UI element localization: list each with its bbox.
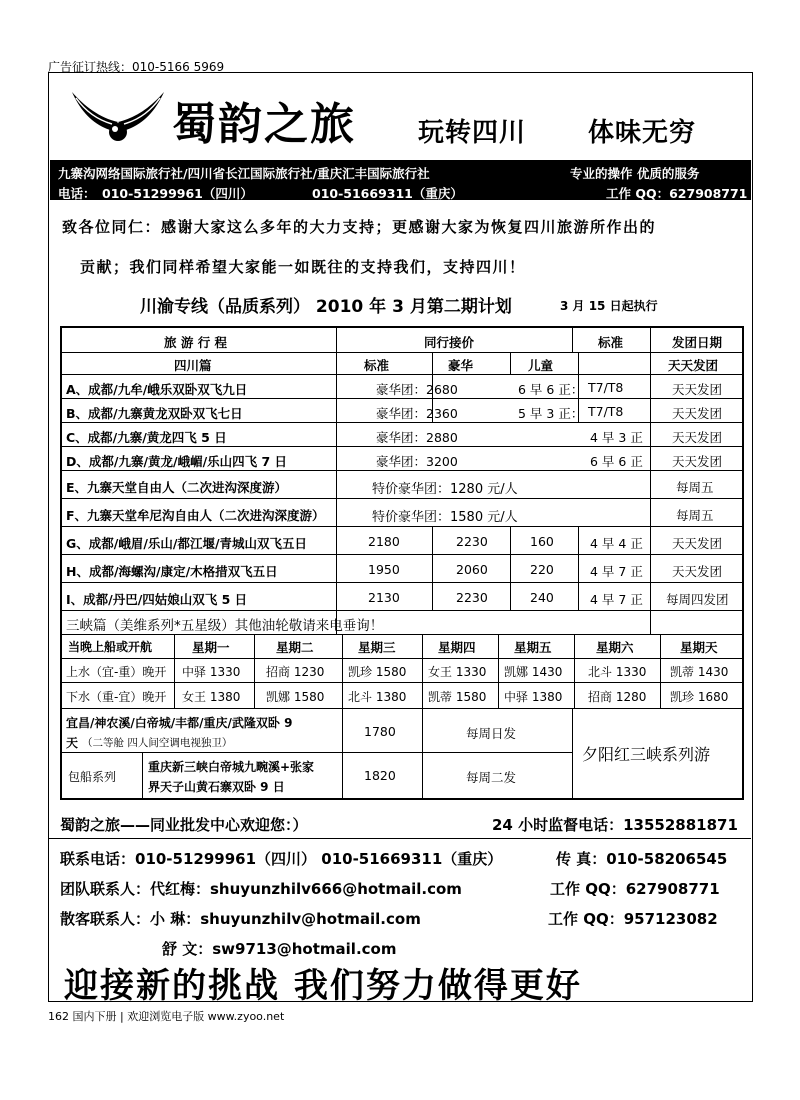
- tel-chongqing: 010-51669311（重庆）: [312, 186, 463, 201]
- team-qq: 工作 QQ：627908771: [550, 880, 720, 898]
- plan-date: 3 月 15 日起执行: [560, 299, 658, 313]
- route-i-date: 每周四发团: [666, 592, 729, 607]
- week-header-sun: 星期天: [680, 640, 718, 655]
- route-g-child-price: 160: [530, 534, 554, 549]
- route-a-price: 豪华团：2680: [376, 382, 458, 397]
- greeting-line-1: 致各位同仁：感谢大家这么多年的大力支持；更感谢大家为恢复四川旅游所作出的: [62, 218, 657, 236]
- upstream-sat: 北斗 1330: [588, 665, 647, 679]
- week-header-thu: 星期四: [438, 640, 476, 655]
- route-f: F、九寨天堂牟尼沟自由人（二次进沟深度游）: [66, 508, 325, 523]
- route-e: E、九寨天堂自由人（二次进沟深度游）: [66, 480, 288, 495]
- series2-price: 1820: [364, 768, 396, 783]
- footer-welcome: 蜀韵之旅——同业批发中心欢迎您：）: [60, 816, 308, 834]
- route-d-price: 豪华团：3200: [376, 454, 458, 469]
- wings-logo-icon: [70, 88, 166, 148]
- series2-label: 包船系列: [68, 770, 117, 784]
- upstream-mon: 中驿 1330: [182, 665, 241, 679]
- route-b-price: 豪华团：2360: [376, 406, 458, 421]
- route-c-std: 4 早 3 正: [590, 430, 643, 445]
- route-h-date: 天天发团: [672, 564, 723, 579]
- supervision-hotline: 24 小时监督电话：13552881871: [492, 816, 738, 834]
- route-g-date: 天天发团: [672, 536, 723, 551]
- upstream-sun: 凯蒂 1430: [670, 665, 729, 679]
- col-depart: 发团日期: [672, 335, 723, 350]
- route-i-lux-price: 2230: [456, 590, 488, 605]
- page-footer: 162 国内下册 | 欢迎浏览电子版 www.zyoo.net: [48, 1010, 285, 1023]
- route-h-std-price: 1950: [368, 562, 400, 577]
- route-table: [60, 326, 744, 800]
- tel-label: 电话：: [58, 186, 96, 201]
- individual-contact: 散客联系人：小 琳：shuyunzhilv@hotmail.com: [60, 910, 421, 928]
- upstream-tue: 招商 1230: [266, 665, 325, 679]
- downstream-sat: 招商 1280: [588, 690, 647, 704]
- route-i-child-price: 240: [530, 590, 554, 605]
- work-qq: 工作 QQ：627908771: [606, 186, 748, 201]
- series1-note: （二等舱 四人间空调电视独卫）: [82, 737, 233, 749]
- series1-name-2: 天: [66, 736, 79, 750]
- week-header-sat: 星期六: [596, 640, 634, 655]
- route-c: C、成都/九寨/黄龙四飞 5 日: [66, 430, 227, 445]
- series1-price: 1780: [364, 724, 396, 739]
- contact-phone: 联系电话：010-51299961（四川） 010-51669311（重庆）: [60, 850, 503, 868]
- route-b-train: T7/T8: [588, 404, 624, 419]
- week-header-fri: 星期五: [514, 640, 552, 655]
- upstream-fri: 凯娜 1430: [504, 665, 563, 679]
- route-i-std: 4 早 7 正: [590, 592, 643, 607]
- series1-date: 每周日发: [466, 726, 517, 741]
- downstream-sun: 凯珍 1680: [670, 690, 729, 704]
- closing-slogan: 迎接新的挑战 我们努力做得更好: [64, 966, 582, 1006]
- upstream-wed: 凯珍 1580: [348, 665, 407, 679]
- downstream-mon: 女王 1380: [182, 690, 241, 704]
- route-i-std-price: 2130: [368, 590, 400, 605]
- agency-bar: [50, 160, 751, 200]
- individual-qq: 工作 QQ：957123082: [548, 910, 718, 928]
- route-i: I、成都/丹巴/四姑娘山双飞 5 日: [66, 592, 248, 607]
- gorges-title: 三峡篇（美维系列*五星级）其他油轮敬请来电垂询！: [66, 618, 384, 634]
- ad-hotline: 广告征订热线：010-5166 5969: [48, 60, 225, 74]
- upstream-thu: 女王 1330: [428, 665, 487, 679]
- route-c-price: 豪华团：2880: [376, 430, 458, 445]
- week-header-label: 当晚上船或开航: [68, 640, 153, 654]
- service-motto: 专业的操作 优质的服务: [570, 166, 700, 181]
- route-a: A、成都/九牟/峨乐双卧双飞九日: [66, 382, 248, 397]
- downstream-tue: 凯娜 1580: [266, 690, 325, 704]
- fax: 传 真：010-58206545: [556, 850, 728, 868]
- downstream-label: 下水（重-宜）晚开: [66, 690, 167, 704]
- route-a-date: 天天发团: [672, 382, 723, 397]
- route-g-std-price: 2180: [368, 534, 400, 549]
- col-standard: 标准: [598, 335, 624, 350]
- route-d-date: 天天发团: [672, 454, 723, 469]
- sub-daily: 天天发团: [668, 358, 719, 373]
- route-d: D、成都/九寨/黄龙/峨嵋/乐山四飞 7 日: [66, 454, 288, 469]
- downstream-thu: 凯蒂 1580: [428, 690, 487, 704]
- col-route: 旅 游 行 程: [164, 335, 228, 350]
- route-g: G、成都/峨眉/乐山/都江堰/青城山双飞五日: [66, 536, 308, 551]
- upstream-label: 上水（宜-重）晚开: [66, 665, 167, 679]
- greeting-line-2: 贡献；我们同样希望大家能一如既往的支持我们，支持四川！: [80, 258, 526, 276]
- route-f-price: 特价豪华团：1580 元/人: [372, 510, 518, 525]
- route-b-std: 5 早 3 正：: [518, 406, 584, 421]
- slogan-right: 体味无穷: [588, 118, 697, 148]
- slogan-left: 玩转四川: [418, 118, 527, 148]
- plan-title: 川渝专线（品质系列） 2010 年 3 月第二期计划: [140, 297, 512, 317]
- route-h-lux-price: 2060: [456, 562, 488, 577]
- route-b: B、成都/九寨黄龙双卧双飞七日: [66, 406, 243, 421]
- tel-sichuan: 010-51299961（四川）: [102, 186, 253, 201]
- brand-title: 蜀韵之旅: [172, 99, 356, 150]
- sub-luxury: 豪华: [448, 358, 474, 373]
- route-g-std: 4 早 4 正: [590, 536, 643, 551]
- downstream-fri: 中驿 1380: [504, 690, 563, 704]
- series1-name-1: 宜昌/神农溪/白帝城/丰都/重庆/武隆双卧 9: [66, 716, 293, 730]
- col-price: 同行接价: [424, 335, 475, 350]
- route-c-date: 天天发团: [672, 430, 723, 445]
- week-header-wed: 星期三: [358, 640, 396, 655]
- shu-contact: 舒 文：sw9713@hotmail.com: [162, 940, 397, 958]
- route-a-std: 6 早 6 正：: [518, 382, 584, 397]
- route-a-train: T7/T8: [588, 380, 624, 395]
- team-contact: 团队联系人：代红梅：shuyunzhilv666@hotmail.com: [60, 880, 462, 898]
- route-d-std: 6 早 6 正: [590, 454, 643, 469]
- week-header-tue: 星期二: [276, 640, 314, 655]
- route-h-child-price: 220: [530, 562, 554, 577]
- agency-names: 九寨沟网络国际旅行社/四川省长江国际旅行社/重庆汇丰国际旅行社: [58, 166, 430, 181]
- route-e-price: 特价豪华团：1280 元/人: [372, 482, 518, 497]
- downstream-wed: 北斗 1380: [348, 690, 407, 704]
- route-f-date: 每周五: [676, 508, 714, 523]
- route-h: H、成都/海螺沟/康定/木格措双飞五日: [66, 564, 278, 579]
- sub-standard: 标准: [364, 358, 390, 373]
- route-g-lux-price: 2230: [456, 534, 488, 549]
- route-h-std: 4 早 7 正: [590, 564, 643, 579]
- section-sichuan: 四川篇: [174, 358, 212, 373]
- route-e-date: 每周五: [676, 480, 714, 495]
- series2-name-2: 界天子山黄石寨双卧 9 日: [148, 780, 285, 794]
- sub-child: 儿童: [528, 358, 554, 373]
- series2-name-1: 重庆新三峡白帝城九畹溪+张家: [148, 760, 315, 774]
- sunset-series: 夕阳红三峡系列游: [582, 745, 711, 764]
- week-header-mon: 星期一: [192, 640, 230, 655]
- series2-date: 每周二发: [466, 770, 517, 785]
- route-b-date: 天天发团: [672, 406, 723, 421]
